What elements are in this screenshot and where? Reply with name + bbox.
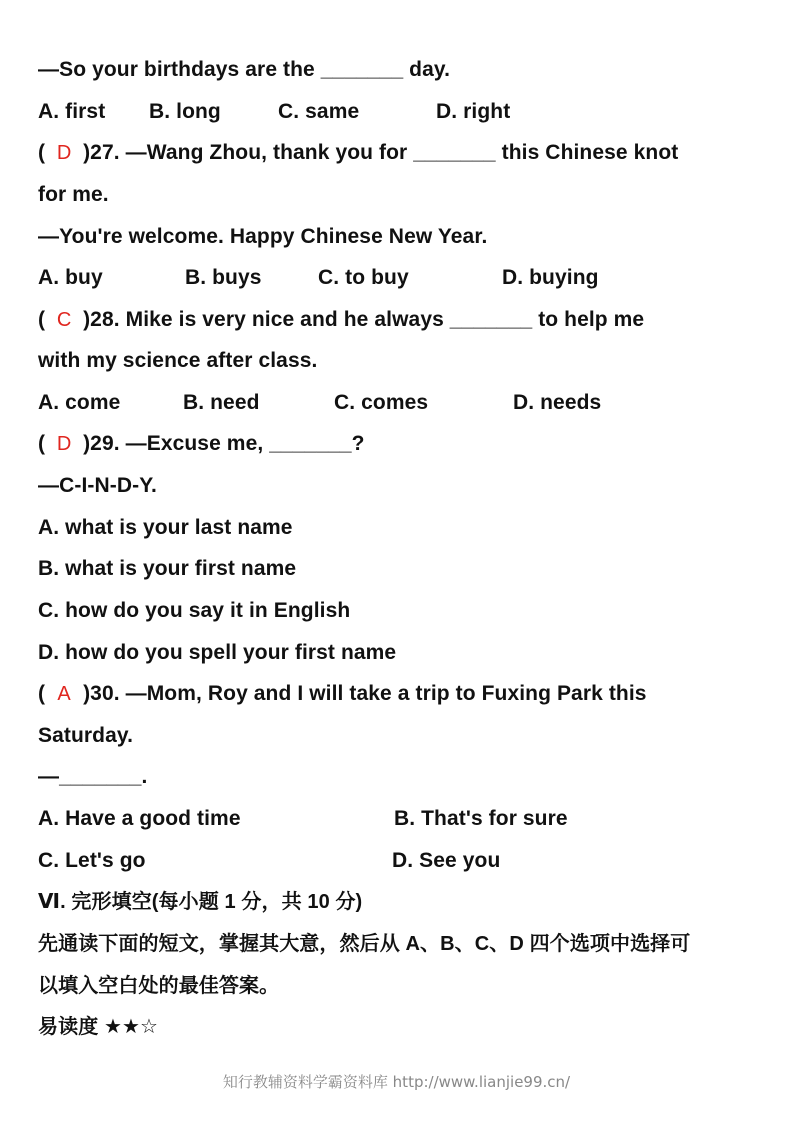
q28-option-c: C. comes <box>334 391 429 414</box>
q29-open-paren: ( <box>38 432 46 455</box>
section-heading: Ⅵ. 完形填空(每小题 1 分，共 10 分) <box>38 891 363 913</box>
q30-reply: —_______. <box>38 765 148 788</box>
q28-stem-line2: with my science after class. <box>38 349 318 372</box>
q27-reply: —You're welcome. Happy Chinese New Year. <box>38 225 488 248</box>
q29-reply: —C-I-N-D-Y. <box>38 474 157 497</box>
q28-stem <box>38 307 644 333</box>
q28-answer: C <box>56 309 72 331</box>
difficulty-rating: 易读度 ★★☆ <box>38 1016 159 1038</box>
section-instruction-line2: 以填入空白处的最佳答案。 <box>38 975 280 997</box>
q27-open-paren: ( <box>38 141 46 164</box>
q26-option-c: C. same <box>278 100 360 123</box>
q29-stem-text: )29. —Excuse me, _______? <box>83 432 365 455</box>
q30-option-d: D. See you <box>392 849 501 872</box>
q30-stem <box>38 681 647 707</box>
q30-option-b: B. That's for sure <box>394 807 568 830</box>
q28-option-b: B. need <box>183 391 260 414</box>
q28-stem-text: )28. Mike is very nice and he always _______ to help me <box>83 308 645 331</box>
q27-stem <box>38 140 678 166</box>
q28-open-paren: ( <box>38 308 46 331</box>
q27-option-d: D. buying <box>502 266 599 289</box>
q26-reply: —So your birthdays are the _______ day. <box>38 58 451 81</box>
q26-option-a: A. first <box>38 100 106 123</box>
q30-option-a: A. Have a good time <box>38 807 241 830</box>
q27-stem-text: )27. —Wang Zhou, thank you for _______ this Chinese knot <box>83 141 679 164</box>
q30-option-c: C. Let's go <box>38 849 146 872</box>
q27-option-a: A. buy <box>38 266 103 289</box>
q27-option-b: B. buys <box>185 266 262 289</box>
q30-answer: A <box>57 683 71 705</box>
q27-answer: D <box>56 142 72 164</box>
section-instruction-line1: 先通读下面的短文，掌握其大意，然后从 A、B、C、D 四个选项中选择可 <box>38 933 691 955</box>
q29-option-d: D. how do you spell your first name <box>38 641 397 664</box>
q29-stem <box>38 431 365 457</box>
q26-option-b: B. long <box>149 100 221 123</box>
q28-option-d: D. needs <box>513 391 602 414</box>
q26-option-d: D. right <box>436 100 511 123</box>
q29-option-b: B. what is your first name <box>38 557 297 580</box>
q28-option-a: A. come <box>38 391 121 414</box>
q30-stem-text: )30. —Mom, Roy and I will take a trip to Fuxing Park this <box>83 682 647 705</box>
q30-open-paren: ( <box>38 682 46 705</box>
page-footer: 知行教辅资料学霸资料库 http://www.lianjie99.cn/ <box>222 1073 571 1091</box>
q27-option-c: C. to buy <box>318 266 409 289</box>
q30-stem-line2: Saturday. <box>38 724 134 747</box>
q29-option-a: A. what is your last name <box>38 516 293 539</box>
q29-answer: D <box>56 433 72 455</box>
q27-stem-line2: for me. <box>38 183 109 206</box>
q29-option-c: C. how do you say it in English <box>38 599 351 622</box>
